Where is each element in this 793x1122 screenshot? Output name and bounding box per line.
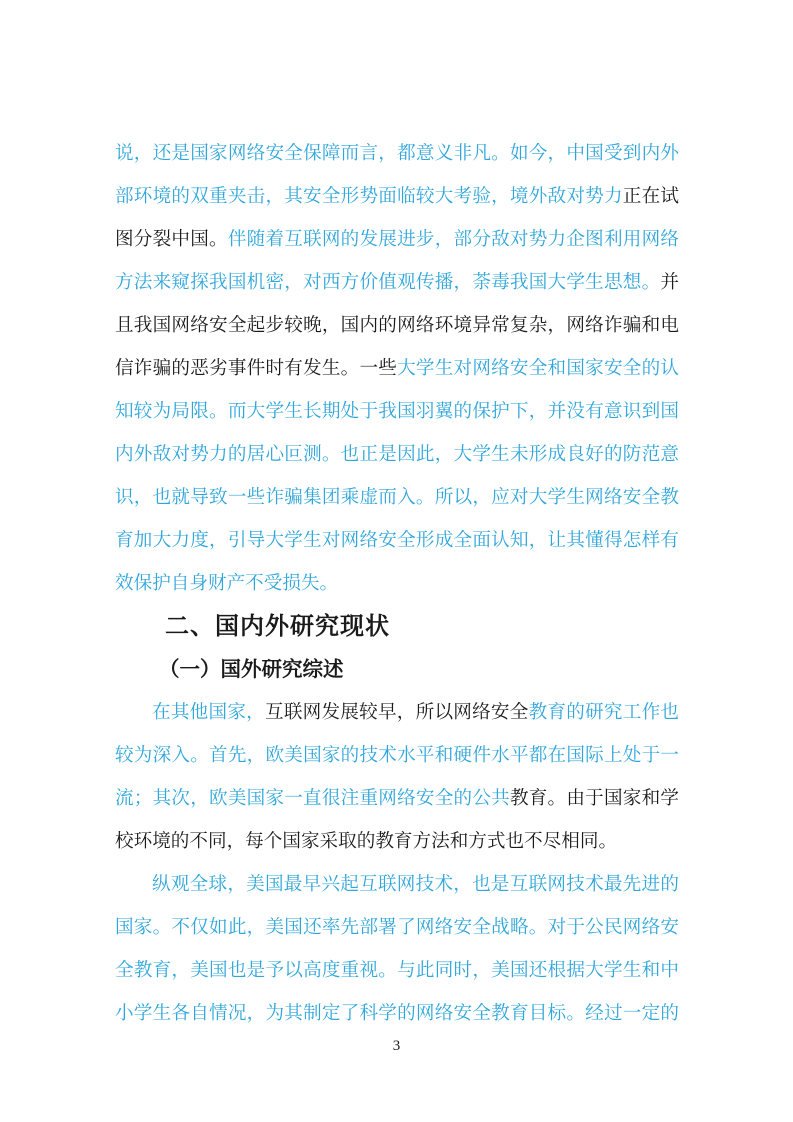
body-text: 正在试 [622,186,679,207]
body-text: 教育。由于国家和学 [509,788,679,809]
text-line [115,777,679,820]
highlighted-text: 国家。不仅如此，美国还率先部署了网络安全战略。对于公民网络安 [115,917,679,938]
body-text: 互联网发展较早，所以网络安全 [264,702,529,723]
text-line [115,734,679,777]
text-line [115,519,679,562]
section-heading: 二、国内外研究现状 [165,613,390,640]
highlighted-text: 效保护自身财产不受损失。 [115,573,339,594]
text-line [115,390,679,433]
text-line [115,433,679,476]
text-line [115,347,679,390]
highlighted-text: 育加大力度，引导大学生对网络安全形成全面认知，让其懂得怎样有 [115,530,679,551]
body-text: 校环境的不同，每个国家采取的教育方法和方式也不尽相同。 [115,831,618,852]
highlighted-text: 说，还是国家网络安全保障而言，都意义非凡。如今，中国受到内外 [115,143,679,164]
page-number: 3 [392,1038,401,1054]
highlighted-text: 较为深入。首先，欧美国家的技术水平和硬件水平都在国际上处于一 [115,745,679,766]
highlighted-text: 内外敌对势力的居心叵测。也正是因此，大学生未形成良好的防范意 [115,444,679,465]
body-text: 信诈骗的恶劣事件时有发生。一些 [115,358,398,379]
highlighted-text: 纵观全球，美国最早兴起互联网技术，也是互联网技术最先进的 [152,874,679,895]
highlighted-text: 教育的研究工作也 [528,702,679,723]
text-line [115,304,679,347]
highlighted-text: 大学生对网络安全和国家安全的认 [397,358,679,379]
highlighted-text: 方法来窥探我国机密，对西方价值观传播，荼毒我国大学生思想。 [115,272,661,293]
document-content [115,132,679,1035]
text-line [115,820,679,863]
text-line [115,949,679,992]
text-line [115,476,679,519]
highlighted-text: 流；其次，欧美国家一直很注重网络安全的公共 [115,788,510,809]
body-text: 图分裂中国。 [115,229,228,250]
highlighted-text: 识，也就导致一些诈骗集团乘虚而入。所以，应对大学生网络安全教 [115,487,679,508]
text-line [115,691,679,734]
highlighted-text: 小学生各自情况，为其制定了科学的网络安全教育目标。经过一定的 [115,1003,679,1024]
highlighted-text: 全教育，美国也是予以高度重视。与此同时，美国还根据大学生和中 [115,960,679,981]
highlighted-text: 在其他国家， [152,702,265,723]
text-line [115,261,679,304]
text-line [115,132,679,175]
text-line [115,562,679,605]
text-line [115,863,679,906]
text-line [115,218,679,261]
highlighted-text: 知较为局限。而大学生长期处于我国羽翼的保护下，并没有意识到国 [115,401,679,422]
body-text: 且我国网络安全起步较晚，国内的网络环境异常复杂，网络诈骗和电 [115,315,679,336]
text-line [115,906,679,949]
highlighted-text: 部环境的双重夹击，其安全形势面临较大考验，境外敌对势力 [115,186,623,207]
subsection-heading: （一）国外研究综述 [159,658,344,681]
text-line [115,175,679,218]
body-text: 并 [660,272,679,293]
highlighted-text: 伴随着互联网的发展进步，部分敌对势力企图利用网络 [227,229,679,250]
text-line [115,992,679,1035]
